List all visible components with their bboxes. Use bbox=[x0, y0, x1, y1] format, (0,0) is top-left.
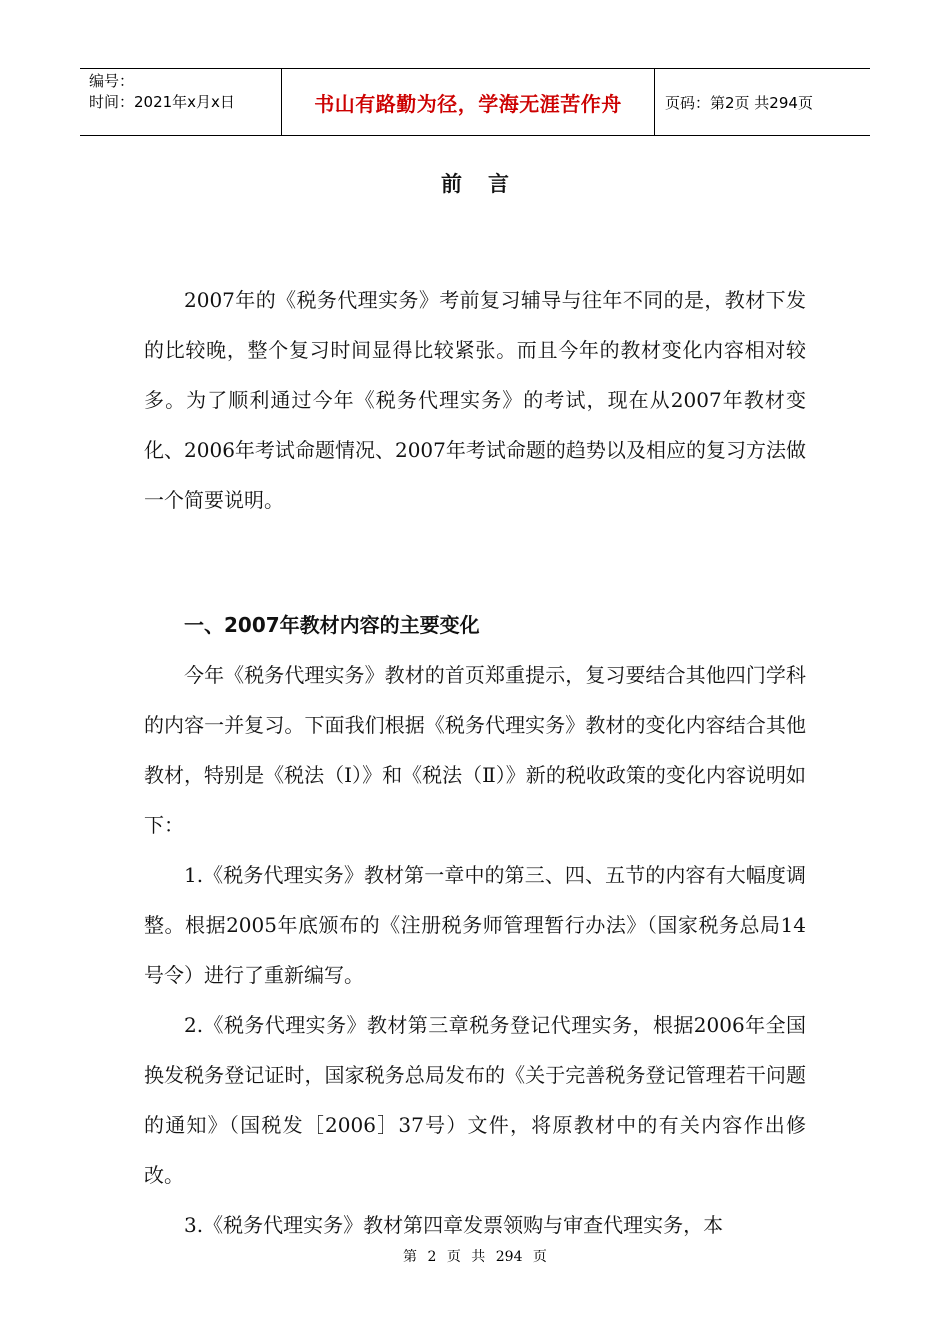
header-page-info: 页码：第2页 共294页 bbox=[665, 93, 813, 112]
header-meta bbox=[80, 69, 281, 135]
list-item-3: 3.《税务代理实务》教材第四章发票领购与审查代理实务，本 bbox=[184, 1213, 724, 1237]
section-heading: 一、2007年教材内容的主要变化 bbox=[184, 613, 480, 637]
list-item-2: 2.《税务代理实务》教材第三章税务登记代理实务，根据2006年全国换发税务登记证时，国家税务总局发布的《关于完善税务登记管理若干问题的通知》（国税发［2006］37号）文件，将原教材中的有关内容作出修改。 bbox=[144, 1013, 806, 1187]
header-motto: 书山有路勤为径，学海无涯苦作舟 bbox=[281, 69, 655, 135]
document-title: 前言 bbox=[441, 172, 535, 196]
page-footer: 第 2 页 共 294 页 bbox=[403, 1249, 547, 1265]
section-intro-paragraph: 今年《税务代理实务》教材的首页郑重提示，复习要结合其他四门学科的内容一并复习。下面我们根据《税务代理实务》教材的变化内容结合其他教材，特别是《税法（Ⅰ）》和《税法（Ⅱ）》新的税收政策的变化内容说明如下： bbox=[144, 663, 806, 837]
list-item-1: 1.《税务代理实务》教材第一章中的第三、四、五节的内容有大幅度调整。根据2005年底颁布的《注册税务师管理暂行办法》（国家税务总局14号令）进行了重新编写。 bbox=[144, 863, 806, 987]
document-number-label: 编号： bbox=[89, 72, 135, 90]
document-body bbox=[144, 275, 806, 1250]
page-header bbox=[80, 68, 870, 136]
document-time: 时间：2021年x月x日 bbox=[89, 93, 235, 111]
intro-paragraph: 2007年的《税务代理实务》考前复习辅导与往年不同的是，教材下发的比较晚，整个复习时间显得比较紧张。而且今年的教材变化内容相对较多。为了顺利通过今年《税务代理实务》的考试，现在从2007年教材变化、2006年考试命题情况、2007年考试命题的趋势以及相应的复习方法做一个简要说明。 bbox=[144, 288, 806, 512]
